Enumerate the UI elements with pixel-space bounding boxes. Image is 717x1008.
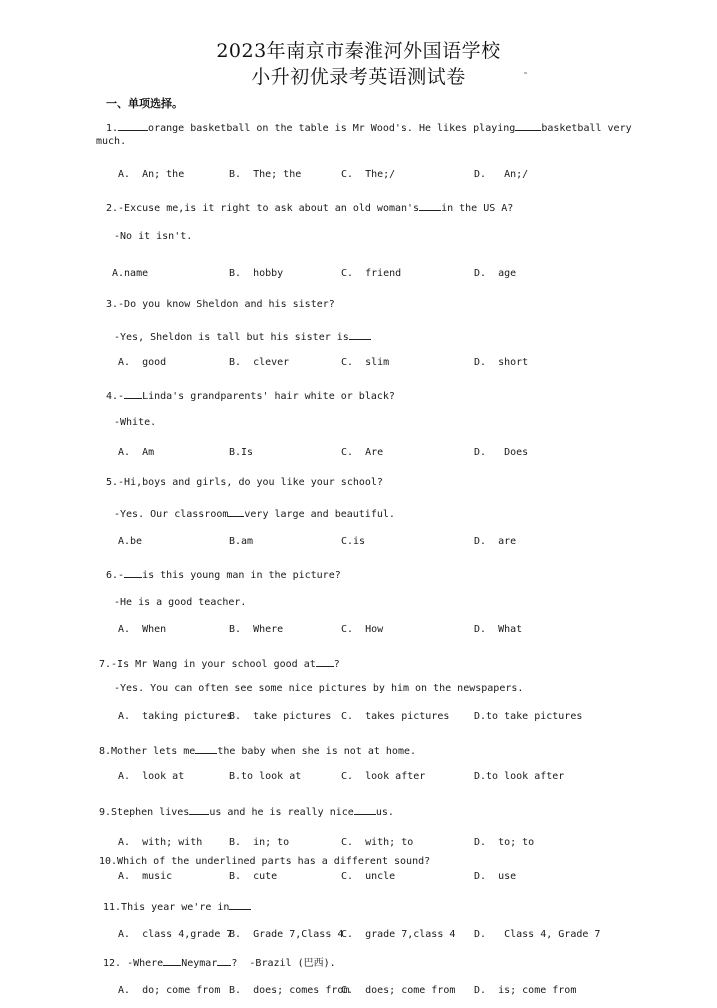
q4-option-c: C. Are — [341, 447, 384, 458]
q8-option-b: B.to look at — [229, 771, 302, 782]
q3-option-c: C. slim — [341, 357, 390, 368]
question-text: 11.This year we're in — [103, 902, 230, 913]
q3-option-a: A. good — [118, 357, 167, 368]
question-text: 9.Stephen lives — [99, 807, 190, 818]
q1-option-d: D. An;/ — [474, 169, 529, 180]
exam-title-line1: 2023年南京市秦淮河外国语学校 — [216, 40, 501, 62]
q10-option-c: C. uncle — [341, 871, 396, 882]
q9-option-b: B. in; to — [229, 837, 290, 848]
q6-option-b: B. Where — [229, 624, 284, 635]
question-text: ? -Brazil (巴西). — [231, 958, 336, 969]
question-4-dialogue: -White. — [114, 417, 157, 428]
q4-option-d: D. Does — [474, 447, 529, 458]
answer-blank — [217, 956, 231, 966]
question-5-dialogue — [114, 507, 395, 521]
question-2 — [106, 201, 513, 215]
question-4 — [106, 389, 395, 403]
question-7-dialogue: -Yes. You can often see some nice pictures by him on the newspapers. — [114, 683, 524, 694]
q11-option-a: A. class 4,grade 7 — [118, 929, 233, 940]
question-text: the baby when she is not at home. — [217, 746, 417, 757]
q5-option-d: D. are — [474, 536, 517, 547]
question-1-continued: much. — [96, 136, 127, 147]
q11-option-c: C. grade 7,class 4 — [341, 929, 456, 940]
question-8 — [99, 744, 416, 758]
dialogue-text: -Yes. Our classroom — [114, 509, 229, 520]
question-text: 4.- — [106, 391, 125, 402]
question-9 — [99, 805, 394, 819]
q10-option-a: A. music — [118, 871, 173, 882]
answer-blank — [124, 389, 142, 399]
q12-option-b: B. does; comes from — [229, 985, 350, 996]
question-10: 10.Which of the underlined parts has a different sound? — [99, 856, 431, 867]
question-text: us. — [375, 807, 394, 818]
q1-option-c: C. The;/ — [341, 169, 396, 180]
q1-option-b: B. The; the — [229, 169, 302, 180]
q2-option-a: A.name — [112, 268, 149, 279]
q5-option-c: C.is — [341, 536, 366, 547]
q1-option-a: A. An; the — [118, 169, 185, 180]
question-text: is this young man in the picture? — [142, 570, 341, 581]
question-text: ? — [333, 659, 340, 670]
q8-option-a: A. look at — [118, 771, 185, 782]
answer-blank — [189, 805, 209, 815]
q7-option-d: D.to take pictures — [474, 711, 583, 722]
question-1 — [106, 121, 632, 135]
q3-option-b: B. clever — [229, 357, 290, 368]
q7-option-c: C. takes pictures — [341, 711, 450, 722]
question-2-dialogue: -No it isn't. — [114, 231, 193, 242]
question-text: Linda's grandparents' hair white or black? — [142, 391, 395, 402]
q10-option-d: D. use — [474, 871, 517, 882]
question-text: in the US A? — [441, 203, 514, 214]
question-7 — [99, 657, 340, 671]
q2-option-d: D. age — [474, 268, 517, 279]
q2-option-c: C. friend — [341, 268, 402, 279]
section-heading: 一、单项选择。 — [106, 97, 183, 110]
answer-blank — [419, 201, 441, 211]
q6-option-d: D. What — [474, 624, 523, 635]
q5-option-b: B.am — [229, 536, 254, 547]
q4-option-b: B.Is — [229, 447, 254, 458]
answer-blank — [354, 805, 376, 815]
q10-option-b: B. cute — [229, 871, 278, 882]
answer-blank — [228, 507, 244, 517]
answer-blank — [124, 568, 142, 578]
exam-title-line2: 小升初优录考英语测试卷 — [251, 66, 466, 88]
question-11 — [103, 900, 251, 914]
q4-option-a: A. Am — [118, 447, 155, 458]
q7-option-a: A. taking pictures — [118, 711, 233, 722]
question-text: us and he is really nice — [209, 807, 354, 818]
question-3: 3.-Do you know Sheldon and his sister? — [106, 299, 335, 310]
q9-option-c: C. with; to — [341, 837, 414, 848]
question-number: 1. — [106, 123, 119, 134]
q5-option-a: A.be — [118, 536, 143, 547]
q12-option-d: D. is; come from — [474, 985, 577, 996]
q12-option-c: C. does; come from — [341, 985, 456, 996]
question-6 — [106, 568, 341, 582]
q11-option-b: B. Grade 7,Class 4 — [229, 929, 344, 940]
q8-option-c: C. look after — [341, 771, 426, 782]
q7-option-b: B. take pictures — [229, 711, 332, 722]
question-text: 6.- — [106, 570, 125, 581]
question-text: orange basketball on the table is Mr Wood's. He likes playing — [148, 123, 516, 134]
answer-blank — [349, 330, 371, 340]
question-text: 2.-Excuse me,is it right to ask about an old woman's — [106, 203, 420, 214]
question-5: 5.-Hi,boys and girls, do you like your school? — [106, 477, 383, 488]
q6-option-c: C. How — [341, 624, 384, 635]
q2-option-b: B. hobby — [229, 268, 284, 279]
q8-option-d: D.to look after — [474, 771, 565, 782]
q11-option-d: D. Class 4, Grade 7 — [474, 929, 601, 940]
answer-blank — [229, 900, 251, 910]
question-text: Neymar — [181, 958, 218, 969]
answer-blank — [118, 121, 148, 131]
question-text: 7.-Is Mr Wang in your school good at — [99, 659, 316, 670]
question-6-dialogue: -He is a good teacher. — [114, 597, 247, 608]
answer-blank — [316, 657, 334, 667]
question-12 — [103, 956, 336, 970]
answer-blank — [163, 956, 181, 966]
q9-option-d: D. to; to — [474, 837, 535, 848]
question-text: basketball very — [541, 123, 632, 134]
question-text: 8.Mother lets me — [99, 746, 196, 757]
q3-option-d: D. short — [474, 357, 529, 368]
q9-option-a: A. with; with — [118, 837, 203, 848]
q6-option-a: A. When — [118, 624, 167, 635]
question-text: 12. -Where — [103, 958, 164, 969]
dialogue-text: very large and beautiful. — [244, 509, 395, 520]
answer-blank — [515, 121, 541, 131]
answer-blank — [195, 744, 217, 754]
q12-option-a: A. do; come from — [118, 985, 221, 996]
dialogue-text: -Yes, Sheldon is tall but his sister is — [114, 332, 349, 343]
question-3-dialogue — [114, 330, 371, 344]
